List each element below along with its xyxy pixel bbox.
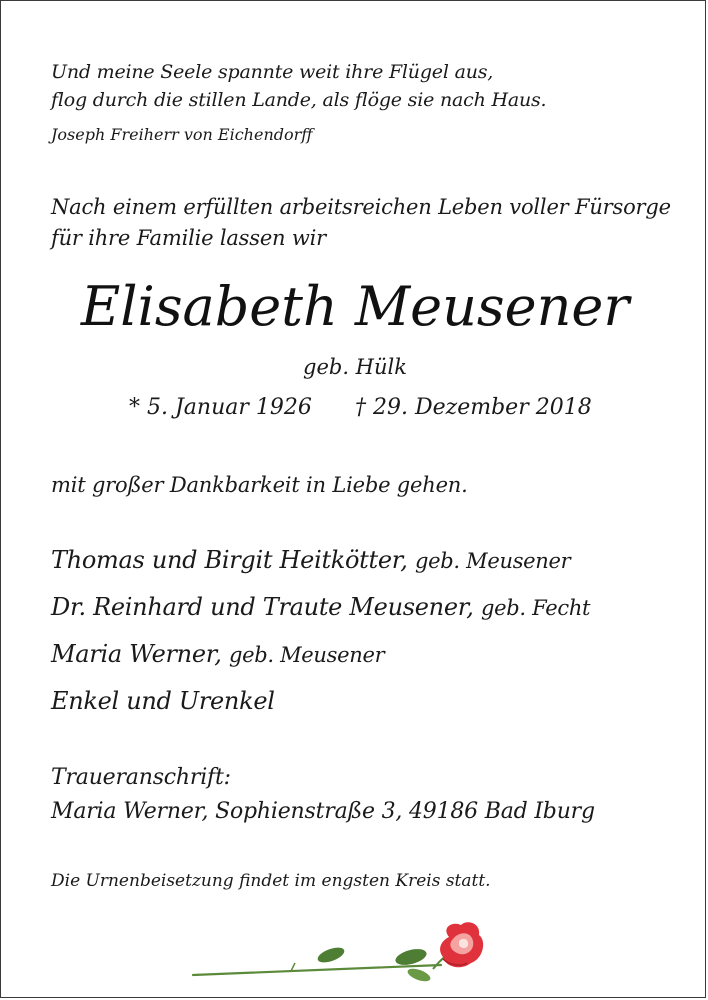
epigraph-line-1: Und meine Seele spannte weit ihre Flügel aus, [51, 61, 494, 83]
death-date: † 29. Dezember 2018 [355, 395, 592, 420]
mourner-line [51, 640, 384, 668]
intro-line-2: für ihre Familie lassen wir [51, 226, 326, 250]
mourner-maiden: geb. Fecht [480, 596, 591, 620]
mourner-line [51, 546, 570, 574]
mourner-line [51, 593, 590, 621]
mourner-names: Enkel und Urenkel [51, 687, 275, 715]
address-value: Maria Werner, Sophienstraße 3, 49186 Bad Iburg [51, 799, 595, 824]
epigraph-line-2: flog durch die stillen Lande, als flöge sie nach Haus. [51, 89, 547, 111]
mourner-maiden: geb. Meusener [228, 643, 385, 667]
deceased-name: Elisabeth Meusener [80, 275, 630, 338]
epigraph-author: Joseph Freiherr von Eichendorff [51, 125, 313, 144]
rose-icon [191, 919, 491, 991]
burial-note: Die Urnenbeisetzung findet im engsten Kreis statt. [51, 871, 491, 891]
birth-date: * 5. Januar 1926 [129, 395, 312, 420]
mourner-maiden: geb. Meusener [414, 549, 571, 573]
maiden-name: geb. Hülk [303, 355, 407, 379]
intro-line-1: Nach einem erfüllten arbeitsreichen Leben voller Fürsorge [51, 195, 671, 219]
mourner-names: Thomas und Birgit Heitkötter, [51, 546, 408, 574]
closing-line: mit großer Dankbarkeit in Liebe gehen. [51, 473, 468, 497]
mourner-names: Dr. Reinhard und Traute Meusener, [51, 593, 474, 621]
address-label: Traueranschrift: [51, 765, 231, 790]
mourner-line [51, 687, 275, 715]
mourner-names: Maria Werner, [51, 640, 222, 668]
